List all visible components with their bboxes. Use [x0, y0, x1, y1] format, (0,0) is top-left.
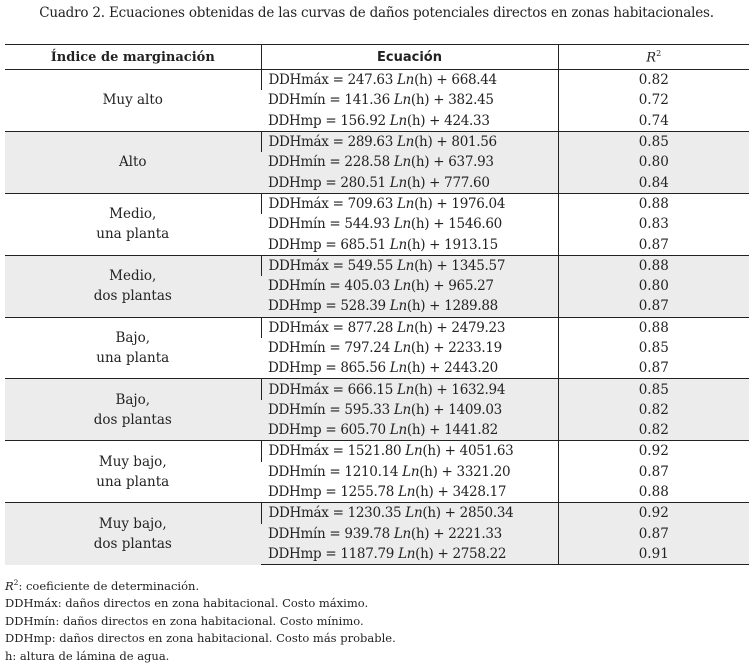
marginacion-label — [5, 255, 261, 317]
marginacion-label-line: una planta — [96, 473, 170, 490]
table-row — [5, 441, 749, 462]
ln-operator: Ln — [389, 298, 407, 315]
marginacion-label — [5, 317, 261, 379]
r2-value: 0.88 — [558, 255, 749, 276]
equation-rhs: (h) + 1441.82 — [406, 422, 498, 439]
equation-cell — [261, 503, 558, 524]
r2-value: 0.85 — [558, 338, 749, 358]
marginacion-label — [5, 441, 261, 503]
r2-value: 0.82 — [558, 70, 749, 91]
ln-operator: Ln — [397, 319, 415, 336]
r2-value: 0.92 — [558, 503, 749, 524]
ln-operator: Ln — [393, 525, 411, 542]
r2-value: 0.83 — [558, 214, 749, 234]
r2-value: 0.88 — [558, 193, 749, 214]
equation-rhs: (h) + 424.33 — [406, 112, 490, 129]
equation-rhs: (h) + 2850.34 — [422, 505, 514, 522]
r2-value: 0.82 — [558, 420, 749, 441]
footnote-r2: $R^2$: coeficiente de determinación. — [5, 578, 200, 593]
equation-rhs: (h) + 1289.88 — [406, 298, 498, 315]
header-row — [5, 45, 749, 70]
equation-cell — [261, 90, 558, 110]
equation-rhs: (h) + 965.27 — [410, 278, 494, 295]
equation-lhs: DDHmp = 865.56 — [268, 360, 390, 377]
equation-cell — [261, 524, 558, 544]
equation-lhs: DDHmáx = 1521.80 — [268, 443, 406, 460]
r2-value: 0.82 — [558, 400, 749, 420]
equation-lhs: DDHmáx = 549.55 — [268, 257, 398, 274]
equation-lhs: DDHmín = 544.93 — [268, 216, 394, 233]
table-row — [5, 131, 749, 152]
footnote-h: h: altura de lámina de agua. — [5, 648, 170, 663]
equation-lhs: DDHmáx = 709.63 — [268, 195, 398, 212]
table-body — [5, 70, 749, 565]
r2-value: 0.87 — [558, 358, 749, 379]
marginacion-label-line: una planta — [96, 226, 170, 243]
table-row — [5, 503, 749, 524]
equation-rhs: (h) + 2221.33 — [410, 525, 502, 542]
ln-operator: Ln — [389, 360, 407, 377]
equation-lhs: DDHmáx = 877.28 — [268, 319, 398, 336]
r2-value: 0.85 — [558, 379, 749, 400]
equation-cell — [261, 544, 558, 565]
ln-operator: Ln — [405, 505, 423, 522]
r2-value: 0.87 — [558, 296, 749, 317]
equation-lhs: DDHmp = 528.39 — [268, 298, 390, 315]
table-row — [5, 317, 749, 338]
table-row — [5, 255, 749, 276]
ln-operator: Ln — [393, 278, 411, 295]
equation-rhs: (h) + 1976.04 — [414, 195, 506, 212]
equation-rhs: (h) + 2443.20 — [406, 360, 498, 377]
ln-operator: Ln — [397, 257, 415, 274]
ln-operator: Ln — [389, 236, 407, 253]
equation-rhs: (h) + 3321.20 — [419, 463, 511, 480]
marginacion-label-line: dos plantas — [93, 411, 172, 428]
ln-operator: Ln — [402, 463, 420, 480]
equation-rhs: (h) + 1409.03 — [410, 401, 502, 418]
marginacion-label-line: Bajo, — [115, 391, 151, 408]
ln-operator: Ln — [389, 174, 407, 191]
equation-cell — [261, 214, 558, 234]
equation-lhs: DDHmp = 1255.78 — [268, 484, 399, 501]
marginacion-label-line: una planta — [96, 350, 170, 366]
equation-lhs: DDHmp = 685.51 — [268, 236, 390, 253]
equation-cell — [261, 296, 558, 317]
equation-rhs: (h) + 2233.19 — [410, 340, 502, 356]
marginacion-label — [5, 503, 261, 565]
equation-lhs: DDHmín = 141.36 — [268, 92, 394, 109]
r2-value: 0.85 — [558, 131, 749, 152]
marginacion-label — [5, 379, 261, 441]
equation-cell — [261, 276, 558, 296]
table-row — [5, 70, 749, 91]
ln-operator: Ln — [398, 545, 416, 562]
marginacion-label — [5, 193, 261, 255]
equation-cell — [261, 482, 558, 503]
marginacion-label — [5, 131, 261, 193]
equation-lhs: DDHmp = 156.92 — [268, 112, 390, 129]
ln-operator: Ln — [397, 72, 415, 89]
equation-cell — [261, 462, 558, 482]
equation-cell — [261, 379, 558, 400]
equation-lhs: DDHmáx = 247.63 — [268, 72, 398, 89]
ln-operator: Ln — [405, 443, 423, 460]
equation-rhs: (h) + 3428.17 — [415, 484, 507, 501]
equation-lhs: DDHmín = 228.58 — [268, 154, 394, 171]
equation-cell — [261, 338, 558, 358]
footnote-ddhmax: DDHmáx: daños directos en zona habitacional. Costo máximo. — [5, 596, 369, 611]
marginacion-label-line: Bajo, — [115, 330, 151, 346]
r2-value: 0.87 — [558, 462, 749, 482]
table-caption: Cuadro 2. Ecuaciones obtenidas de las curvas de daños potenciales directos en zonas habitacionales. — [39, 5, 714, 21]
r2-value: 0.88 — [558, 317, 749, 338]
r2-value: 0.87 — [558, 234, 749, 255]
equation-cell — [261, 420, 558, 441]
ln-operator: Ln — [398, 484, 416, 501]
marginacion-label-line: Muy bajo, — [98, 453, 167, 470]
equation-rhs: (h) + 801.56 — [414, 134, 497, 151]
table-row — [5, 379, 749, 400]
ln-operator: Ln — [389, 112, 407, 129]
ln-operator: Ln — [393, 92, 411, 109]
equation-rhs: (h) + 777.60 — [406, 174, 490, 191]
equation-rhs: (h) + 637.93 — [410, 154, 494, 171]
equation-lhs: DDHmín = 405.03 — [268, 278, 394, 295]
r2-value: 0.80 — [558, 152, 749, 172]
marginacion-label-line: Medio, — [109, 268, 157, 285]
header-r2: $R^2$ — [558, 45, 749, 70]
equation-rhs: (h) + 1632.94 — [414, 381, 506, 398]
ln-operator: Ln — [397, 134, 415, 151]
marginacion-label-line: Muy bajo, — [98, 515, 167, 532]
equation-lhs: DDHmín = 595.33 — [268, 401, 394, 418]
equation-rhs: (h) + 1913.15 — [406, 236, 498, 253]
equation-cell — [261, 131, 558, 152]
marginacion-label-line: dos plantas — [93, 535, 172, 552]
r2-value: 0.74 — [558, 111, 749, 132]
marginacion-label-line: dos plantas — [93, 288, 172, 305]
r2-value: 0.88 — [558, 482, 749, 503]
r2-value: 0.87 — [558, 524, 749, 544]
equation-rhs: (h) + 1345.57 — [414, 257, 506, 274]
equations-table — [5, 44, 749, 565]
footnote-ddhmp: DDHmp: daños directos en zona habitacional. Costo más probable. — [5, 631, 396, 646]
ln-operator: Ln — [397, 195, 415, 212]
r2-value: 0.80 — [558, 276, 749, 296]
equation-rhs: (h) + 382.45 — [410, 92, 494, 109]
marginacion-label-line: Alto — [118, 154, 147, 171]
marginacion-label-line: Medio, — [109, 206, 157, 223]
equation-rhs: (h) + 1546.60 — [410, 216, 502, 233]
marginacion-label — [5, 70, 261, 132]
table-row — [5, 193, 749, 214]
equation-lhs: DDHmín = 797.24 — [268, 340, 394, 356]
footnote-ddhmin: DDHmín: daños directos en zona habitacional. Costo mínimo. — [5, 613, 364, 628]
equation-cell — [261, 441, 558, 462]
r2-value: 0.72 — [558, 90, 749, 110]
equation-cell — [261, 111, 558, 132]
equation-rhs: (h) + 2479.23 — [414, 319, 506, 336]
equation-lhs: DDHmáx = 289.63 — [268, 134, 398, 151]
header-ecuacion: Ecuación — [261, 45, 558, 70]
equation-lhs: DDHmp = 280.51 — [268, 174, 390, 191]
footnotes — [5, 574, 396, 665]
equation-cell — [261, 234, 558, 255]
equation-lhs: DDHmín = 939.78 — [268, 525, 394, 542]
ln-operator: Ln — [389, 422, 407, 439]
r2-value: 0.91 — [558, 544, 749, 565]
ln-operator: Ln — [393, 401, 411, 418]
equation-cell — [261, 152, 558, 172]
equation-lhs: DDHmp = 1187.79 — [268, 545, 399, 562]
equation-cell — [261, 255, 558, 276]
equation-lhs: DDHmín = 1210.14 — [268, 463, 403, 480]
equation-rhs: (h) + 668.44 — [414, 72, 497, 89]
ln-operator: Ln — [393, 216, 411, 233]
ln-operator: Ln — [393, 154, 411, 171]
equation-cell — [261, 70, 558, 91]
ln-operator: Ln — [397, 381, 415, 398]
equation-cell — [261, 172, 558, 193]
marginacion-label-line: Muy alto — [102, 92, 163, 109]
r2-value: 0.92 — [558, 441, 749, 462]
equation-rhs: (h) + 4051.63 — [422, 443, 514, 460]
equation-cell — [261, 400, 558, 420]
equation-lhs: DDHmáx = 666.15 — [268, 381, 398, 398]
equation-cell — [261, 193, 558, 214]
equation-lhs: DDHmáx = 1230.35 — [268, 505, 406, 522]
equation-cell — [261, 317, 558, 338]
ln-operator: Ln — [393, 340, 411, 356]
equation-lhs: DDHmp = 605.70 — [268, 422, 390, 439]
r2-value: 0.84 — [558, 172, 749, 193]
header-indice: Índice de marginación — [5, 45, 261, 70]
equation-cell — [261, 358, 558, 379]
equation-rhs: (h) + 2758.22 — [415, 545, 507, 562]
